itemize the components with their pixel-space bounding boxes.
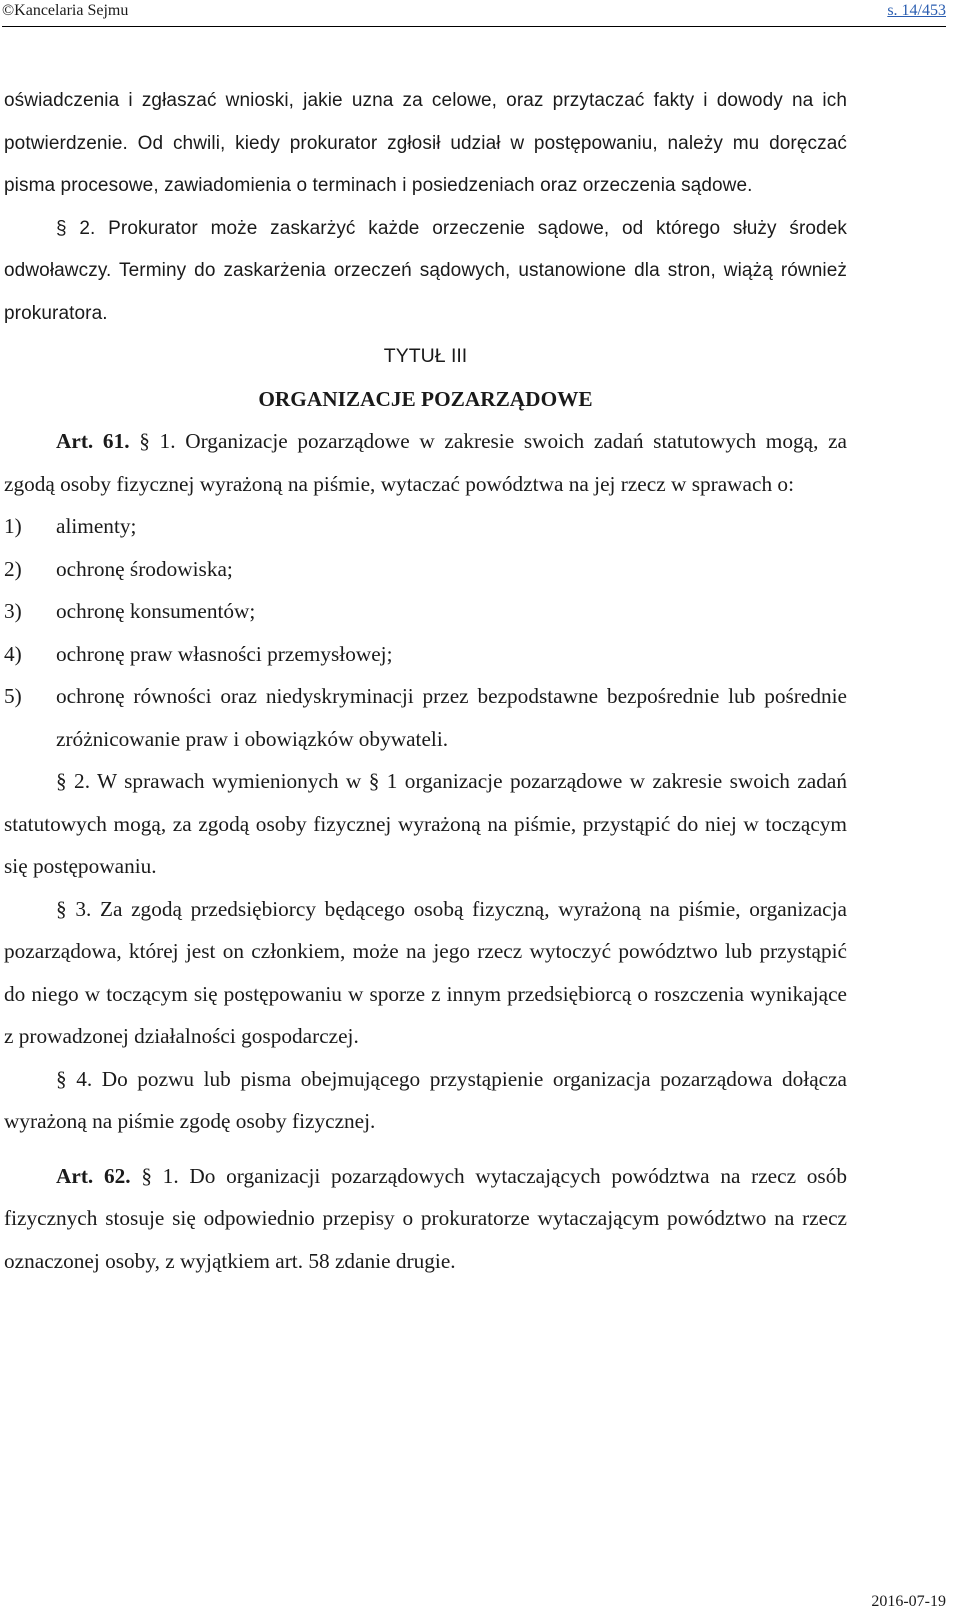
list-item-number: 1) <box>4 514 22 538</box>
list-item <box>4 548 847 591</box>
page-footer-date: 2016-07-19 <box>871 1593 946 1610</box>
page-header <box>2 0 946 27</box>
title-name: ORGANIZACJE POZARZĄDOWE <box>258 386 593 411</box>
paragraph-section-2: § 2. Prokurator może zaskarżyć każde orzeczenie sądowe, od którego służy środek odwoławczy. Terminy do zaskarżenia orzeczeń sądowych, ustanowione dla stron, wiążą również prokuratora. <box>4 217 847 324</box>
article-62-section-1 <box>4 1155 847 1283</box>
list-item <box>4 675 847 760</box>
list-item <box>4 633 847 676</box>
spacer <box>4 1143 847 1155</box>
article-62-label: Art. 62. <box>56 1163 131 1188</box>
list-item-number: 2) <box>4 556 22 581</box>
list <box>4 505 847 760</box>
list-item-text: ochronę konsumentów; <box>56 599 256 623</box>
article-61-section-3: § 3. Za zgodą przedsiębiorcy będącego osobą fizyczną, wyrażoną na piśmie, organizacja pozarządowa, której jest on członkiem, może na jego rzecz wytoczyć powództwo lub przystąpić do niego w toczącym się postępowaniu w sporze z innym przedsiębiorcą o roszczenia wynikające z prowadzonej działalności gospodarczej. <box>4 896 847 1048</box>
list-item-number: 4) <box>4 641 22 666</box>
list-item-text: ochronę równości oraz niedyskryminacji przez bezpodstawne bezpośrednie lub pośrednie zróżnicowanie praw i obowiązków obywateli. <box>56 684 847 751</box>
title-number: TYTUŁ III <box>383 345 468 367</box>
list-item <box>4 590 847 633</box>
list-item-text: ochronę środowiska; <box>56 556 233 581</box>
article-61-label: Art. 61. <box>56 429 130 453</box>
article-61-section-2: § 2. W sprawach wymienionych w § 1 organizacje pozarządowe w zakresie swoich zadań statutowych mogą, za zgodą osoby fizycznej wyrażoną na piśmie, przystąpić do niej w toczącym się postępowaniu. <box>4 769 847 878</box>
paragraph: oświadczenia i zgłaszać wnioski, jakie uzna za celowe, oraz przytaczać fakty i dowody na ich potwierdzenie. Od chwili, kiedy prokurator zgłosił udział w postępowaniu, należy mu doręczać pisma procesowe, zawiadomienia o terminach i posiedzeniach oraz orzeczenia sądowe. <box>4 90 847 196</box>
list-item-number: 3) <box>4 599 22 623</box>
list-item-number: 5) <box>4 684 22 708</box>
article-61-section-1-text: § 1. Organizacje pozarządowe w zakresie swoich zadań statutowych mogą, za zgodą osoby fizycznej wyrażoną na piśmie, wytaczać powództwa na jej rzecz w sprawach o: <box>4 429 847 496</box>
list-item-text: ochronę praw własności przemysłowej; <box>56 641 393 666</box>
article-62-section-1-text: § 1. Do organizacji pozarządowych wytaczających powództwa na rzecz osób fizycznych stosuje się odpowiednio przepisy o prokuratorze wytaczającym powództwo na rzecz oznaczonej osoby, z wyjątkiem art. 58 zdanie drugie. <box>4 1163 847 1273</box>
source-label: ©Kancelaria Sejmu <box>2 2 129 19</box>
document-body <box>4 80 847 1282</box>
article-61-section-1 <box>4 420 847 505</box>
article-61-section-4: § 4. Do pozwu lub pisma obejmującego przystąpienie organizacja pozarządowa dołącza wyrażoną na piśmie zgodę osoby fizycznej. <box>4 1066 847 1133</box>
list-item-text: alimenty; <box>56 514 137 538</box>
list-item <box>4 505 847 548</box>
page-number-link[interactable]: s. 14/453 <box>887 2 946 19</box>
